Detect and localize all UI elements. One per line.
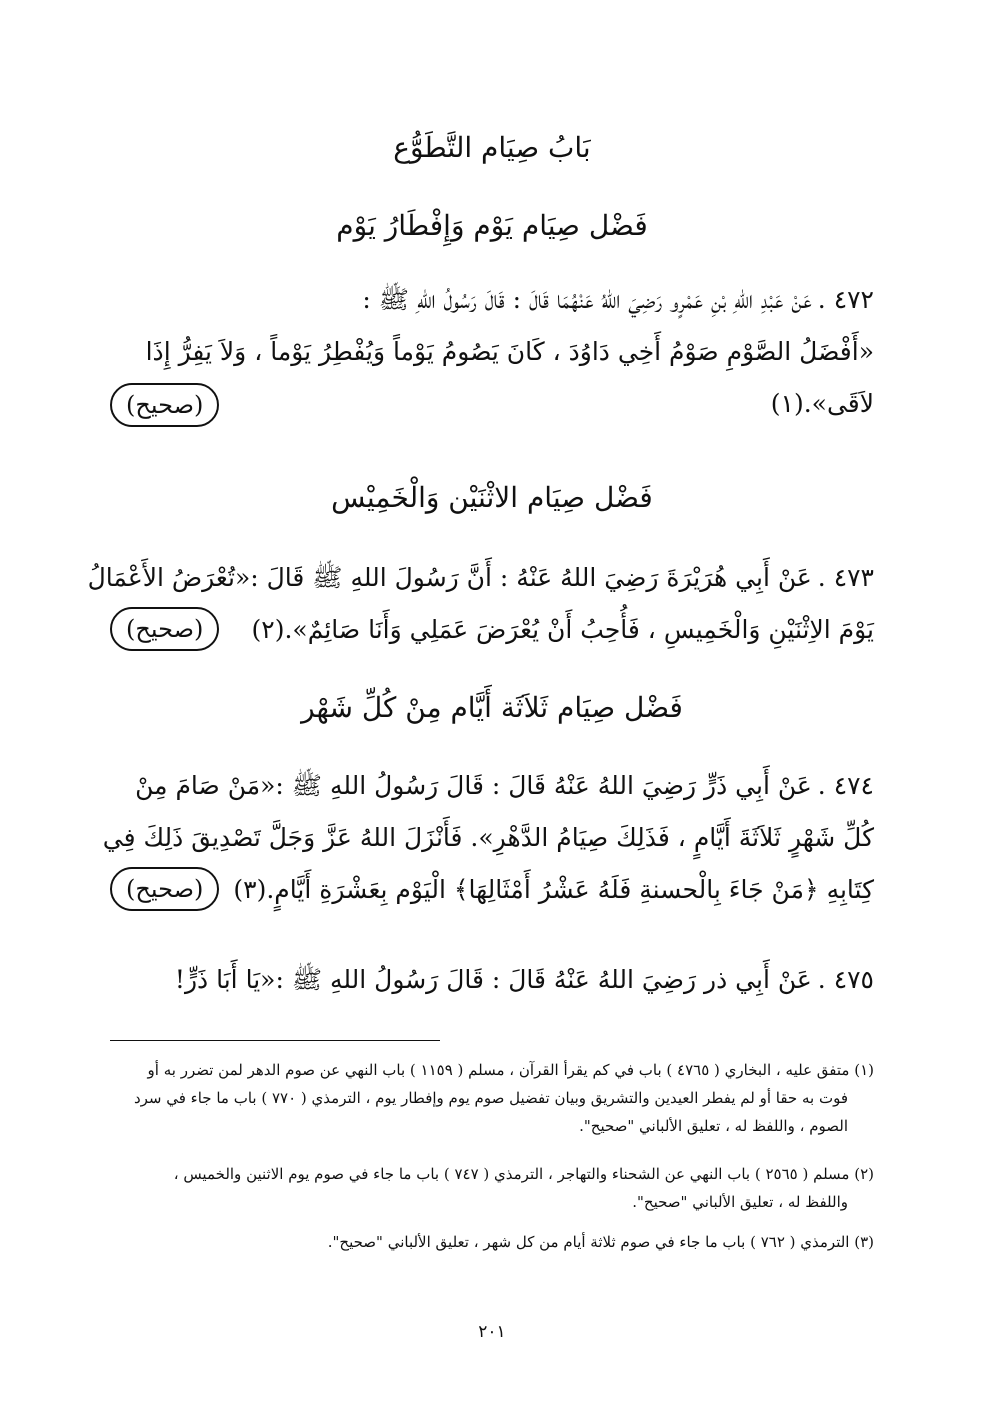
footnote-1	[110, 1056, 874, 1140]
hadith-473	[87, 552, 874, 656]
section-heading: فَضْل صِيَام الاثْنَيْن وَالْخَمِيْس	[331, 481, 653, 514]
footnote-line: فوت به حقا أو لم يفطر العيدين والتشريق وبيان تفضيل صوم يوم وإفطار يوم ، الترمذي ( ٧٧٠ ) باب ما جاء في سرد	[133, 1089, 848, 1107]
footnote-line: (٣) الترمذي ( ٧٦٢ ) باب ما جاء في صوم ثلاثة أيام من كل شهر ، تعليق الألباني "صحيح".	[327, 1233, 874, 1251]
hadith-text-line: عَنْ عَبْدِ اللهِ بْنِ عَمْرٍو رَضِيَ اللهُ عَنْهُمَا قَالَ : قَالَ رَسُولُ اللهِ ﷺ :	[362, 285, 812, 314]
book-page	[87, 0, 874, 1403]
chapter-title: بَابُ صِيَام التَّطَوُّع	[393, 131, 591, 164]
grade-badge: (صحيح)	[110, 607, 219, 651]
footnote-line: واللفظ له ، تعليق الألباني "صحيح".	[632, 1193, 848, 1211]
hadith-474	[102, 760, 874, 916]
page-number: ٢٠١	[478, 1322, 506, 1342]
hadith-number: ٤٧٣ .	[817, 563, 874, 592]
grade-badge: (صحيح)	[110, 867, 219, 911]
footnote-3	[110, 1228, 874, 1256]
hadith-text-line: لاَقَى».(١)	[770, 389, 874, 418]
hadith-text-line: عَنْ أَبِي ذر رَضِيَ اللهُ عَنْهُ قَالَ : قَالَ رَسُولُ اللهِ ﷺ :«يَا أَبَا ذَرٍّ!	[174, 965, 812, 994]
hadith-text-line: عَنْ أَبِي هُرَيْرَةَ رَضِيَ اللهُ عَنْهُ : أَنَّ رَسُولَ اللهِ ﷺ قَالَ :«تُعْرَضُ الأَعْمَالُ	[87, 563, 812, 592]
hadith-472	[110, 274, 874, 430]
hadith-text-line: كِتَابِهِ ﴿مَنْ جَاءَ بِالْحسنةِ فَلَهُ عَشْرُ أَمْثَالِهَا﴾ الْيَوْم بِعَشْرَةِ أَيَّامٍ.(٣)	[233, 875, 874, 904]
hadith-475	[110, 954, 874, 1006]
hadith-text-line: كُلِّ شَهْرٍ ثَلاَثَةَ أَيَّامٍ ، فَذَلِكَ صِيَامُ الدَّهْرِ». فَأَنْزَلَ اللهُ عَزَّ وَجَلَّ تَصْدِيقَ ذَلِكَ فِي	[102, 823, 874, 852]
footnote-divider	[110, 1040, 440, 1041]
hadith-text-line: عَنْ أَبِي ذَرٍّ رَضِيَ اللهُ عَنْهُ قَالَ : قَالَ رَسُولُ اللهِ ﷺ :«مَنْ صَامَ مِنْ	[135, 771, 812, 800]
footnote-line: الصوم ، واللفظ له ، تعليق الألباني "صحيح".	[579, 1117, 848, 1135]
hadith-number: ٤٧٤ .	[817, 771, 874, 800]
footnote-2	[110, 1160, 874, 1216]
hadith-text-line: يَوْمَ الاِثْنَيْنِ وَالْخَمِيسِ ، فَأُحِبُ أَنْ يُعْرَضَ عَمَلِي وَأَنَا صَائِمٌ».(٢)	[251, 615, 874, 644]
section-heading: فَضْل صِيَام ثَلاَثَة أَيَّام مِنْ كُلِّ شَهْر	[301, 691, 683, 724]
footnote-line: (٢) مسلم ( ٢٥٦٥ ) باب النهي عن الشحناء والتهاجر ، الترمذي ( ٧٤٧ ) باب ما جاء في صوم يوم الاثنين والخميس ،	[173, 1165, 874, 1183]
hadith-number: ٤٧٥ .	[817, 965, 874, 994]
grade-badge: (صحيح)	[110, 383, 219, 427]
footnote-line: (١) متفق عليه ، البخاري ( ٤٧٦٥ ) باب في كم يقرأ القرآن ، مسلم ( ١١٥٩ ) باب النهي عن صوم الدهر لمن تضرر به أو	[147, 1061, 874, 1079]
hadith-text-line: «أَفْضَلُ الصَّوْمِ صَوْمُ أَخِي دَاوُدَ ، كَانَ يَصُومُ يَوْماً وَيُفْطِرُ يَوْماً ، وَلاَ يَفِرُّ إِذَا	[145, 337, 874, 366]
section-heading: فَضْل صِيَام يَوْم وَإِفْطَارُ يَوْم	[336, 209, 648, 242]
hadith-number: ٤٧٢ .	[817, 285, 874, 314]
